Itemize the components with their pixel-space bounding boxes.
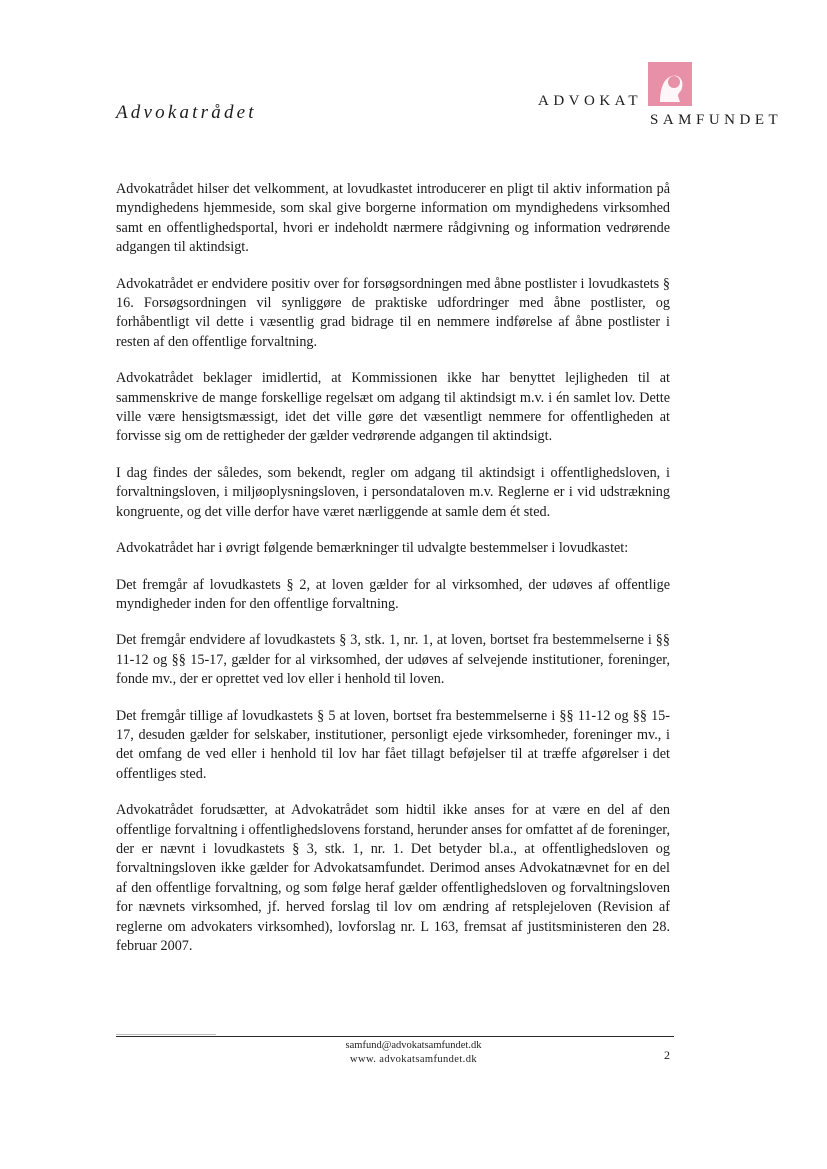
footer-divider — [116, 1036, 674, 1037]
page-number: 2 — [664, 1048, 670, 1062]
letter-body — [116, 180, 670, 973]
logo-word-advokat: ADVOKAT — [538, 93, 642, 109]
footer-email-link[interactable]: samfund@advokatsamfundet.dk — [345, 1040, 482, 1051]
paragraph: Advokatrådet er endvidere positiv over for forsøgsordningen med åbne postlister i lovudkastets § 16. Forsøgsordningen vil synliggøre de praktiske udfordringer med åbne postlister, og forhåbentligt vil dette i væsentlig grad bidrage til en nemmere indførelse af åbne postlister i resten af den offentlige forvaltning. — [116, 275, 670, 350]
paragraph: Det fremgår tillige af lovudkastets § 5 at loven, bortset fra bestemmelserne i §§ 11-12 og §§ 15-17, desuden gælder for selskaber, institutioner, personligt ejede virksomheder, foreninger mv., i det omfang de ved eller i henhold til lov har fået tillagt beføjelser til at træffe afgørelser i det offentliges sted. — [116, 707, 670, 782]
header-title: Advokatrådet — [116, 102, 257, 123]
paragraph: Advokatrådet beklager imidlertid, at Kommissionen ikke har benyttet lejligheden til at sammenskrive de mange forskellige regelsæt om adgang til aktindsigt m.v. i én samlet lov. Dette ville være hensigtsmæssigt, idet det ville gøre det væsentligt nemmere for offentligheden at forvisse sig om de rettigheder der gælder vedrørende adgangen til aktindsigt. — [116, 370, 670, 445]
paragraph: Det fremgår endvidere af lovudkastets § 3, stk. 1, nr. 1, at loven, bortset fra bestemmelserne i §§ 11-12 og §§ 15-17, gælder for al virksomhed, der udøves af selvejende institutioner, foreninger, fonde mv., der er oprettet ved lov eller i henhold til loven. — [116, 632, 670, 688]
paragraph: Advokatrådet hilser det velkomment, at lovudkastet introducerer en pligt til aktiv information på myndighedens hjemmeside, som skal give borgerne information om myndighedens virksomhed samt en offentlighedsportal, hvori er indeholdt nærmere rådgivning og information vedrørende adgangen til aktindsigt. — [116, 181, 670, 256]
paragraph: Advokatrådet har i øvrigt følgende bemærkninger til udvalgte bestemmelser i lovudkastet: — [116, 540, 629, 557]
paragraph: Advokatrådet forudsætter, at Advokatrådet som hidtil ikke anses for at være en del af den offentlige forvaltning i offentlighedslovens forstand, herunder anses for omfattet af de foreninger, der er nævnt i lovudkastets § 3, stk. 1, nr. 1. Det betyder bl.a., at offentlighedsloven og forvaltningsloven ikke gælder for Advokatsamfundet. Derimod anses Advokatnævnet for en del af den offentlige forvaltning, og som følge heraf gælder offentlighedsloven og forvaltningsloven for nævnets virksomhed, jf. herved forslag til lov om ændring af retsplejeloven (Revision af reglerne om advokaters virksomhed), lovforslag nr. L 163, fremsat af justitsministeren den 28. februar 2007. — [116, 802, 671, 954]
footer-website-link[interactable]: www. advokatsamfundet.dk — [349, 1054, 478, 1065]
logo-emblem-icon — [648, 62, 692, 106]
paragraph: I dag findes der således, som bekendt, regler om adgang til aktindsigt i offentlighedsloven, i forvaltningsloven, i miljøoplysningsloven, i persondataloven m.v. Reglerne er i vid udstrækning kongruente, og det ville derfor have været nærliggende at samle dem ét sted. — [116, 464, 670, 520]
logo-word-samfundet: SAMFUNDET — [650, 112, 783, 128]
footer-divider-faint — [116, 1034, 216, 1035]
paragraph: Det fremgår af lovudkastets § 2, at loven gælder for al virksomhed, der udøves af offentlige myndigheder inden for den offentlige forvaltning. — [116, 576, 670, 612]
advokatsamfundet-logo — [530, 60, 790, 135]
